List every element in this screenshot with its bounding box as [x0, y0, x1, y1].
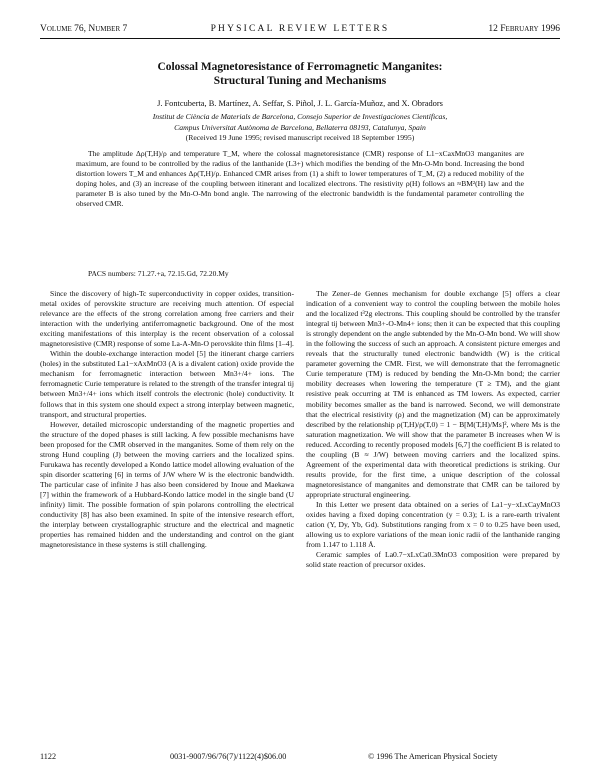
article-code: 0031-9007/96/76(7)/1122(4)$06.00	[170, 752, 287, 761]
paragraph: Within the double-exchange interaction model [5] the itinerant charge carriers (holes) in the substituted La1−xAxMnO3 (A is a divalent cation) oxide provide the mechanism for ferromagnetic interaction between Mn3+/4+ ions. The ferromagnetic Curie temperature is related to the strength of the transfer integral tij between Mn3+/4+ ions which itself controls the electronic (hole) conductivity. It follows that in this system one should expect a strong interplay between magnetic, transport, and structural properties.	[40, 349, 294, 419]
running-header	[40, 24, 560, 38]
right-column	[306, 289, 560, 570]
paragraph: Ceramic samples of La0.7−xLxCa0.3MnO3 composition were prepared by solid state reaction of precursor oxides.	[306, 550, 560, 570]
left-column	[40, 289, 294, 550]
volume-number: Volume 76, Number 7	[40, 24, 128, 34]
paragraph: The Zener–de Gennes mechanism for double exchange [5] offers a clear indication of a convenient way to control the coupling between the mobile holes and the localized t³2g electrons. This coupling should be controlled by the transfer integral tij between Mn3+-O-Mn4+ ions; then it can be expected that this coupling is strongly dependent on the angle subtended by the Mn-O-Mn bond. We will show in the following the success of such an approach. A consistent picture emerges and reveals that the structurally tuned electronic bandwidth (W) is the critical parameter governing the CMR. First, we will demonstrate that the ferromagnetic Curie temperature (TM) is reduced by bending the Mn-O-Mn bond; the carrier mobility decreases when lowering the temperature (T ≥ TM), and the giant resistive peak occurring at TM is enhanced as TM lowers. As expected, carrier mobility becomes smaller as the band is narrowed. Second, we will demonstrate that the electrical resistivity (ρ) and the magnetization (M) can be approximately described by the relationship ρ(T,H)/ρ(T,0) = 1 − B[M(T,H)/Ms]², where Ms is the saturation magnetization. We will show that the parameter B increases when W is reduced. According to recently proposed models [6,7] the coefficient B is related to the coupling (B ≈ J/W) between moving carriers and the localized spins. Agreement of the experimental data with theoretical predictions is striking. Our results provide, for the first time, a unique description of the colossal magnetoresistance of manganites and demonstrate that CMR can be tailored by appropriate structural engineering.	[306, 289, 560, 499]
page-number: 1122	[40, 752, 57, 761]
received-dates: (Received 19 June 1995; revised manuscript received 18 September 1995)	[185, 133, 415, 142]
title-line-1: Colossal Magnetoresistance of Ferromagnetic Manganites:	[157, 61, 443, 73]
pacs-numbers: PACS numbers: 71.27.+a, 72.15.Gd, 72.20.My	[88, 269, 229, 278]
title-line-2: Structural Tuning and Mechanisms	[213, 74, 387, 87]
page-footer	[40, 752, 560, 764]
abstract: The amplitude Δρ(T,H)/ρ and temperature T_M, where the colossal magnetoresistance (CMR) response of L1−xCaxMnO3 manganites are maximum, are found to be controlled by the radius of the lanthanide (L3+) which modifies the bending of the Mn-O-Mn bond. Increasing the bond distortion lowers T_M and enhances Δρ(T,H)/ρ. Enhanced CMR arises from (1) a shift to lower temperatures of T_M, (2) a reduced mobility of the doping holes, and (3) an increase of the coupling between itinerant and localized electrons. The resistivity ρ(H) follows an ≈BM²(H) law and the parameter B is also tuned by the Mn-O-Mn bond angle. The narrowing of the electronic bandwidth is the fundamental parameter controlling the observed CMR.	[76, 149, 524, 208]
paragraph: In this Letter we present data obtained on a series of La1−y−xLxCayMnO3 oxides having a fixed doping concentration (y = 0.3); L is a rare-earth trivalent cation (Y, Dy, Yb, Gd). Substitutions ranging from x = 0 to 0.25 have been used, allowing us to explore variations of the mean ionic radii of the lanthanide ranging from 1.147 to 1.118 Å.	[306, 499, 560, 550]
paragraph: However, detailed microscopic understanding of the magnetic properties and the structure of the doped phases is still lacking. A few possible mechanisms have been proposed for the CMR observed in the manganites. Some of them rely on the strong Hund coupling (J) between the moving carriers and the localized spins. Furukawa has recently developed a Kondo lattice model allowing evaluation of the spin disorder scattering [6] in terms of J/W where W is the electronic bandwidth. The particular case of infinite J has also been considered by Inoue and Maekawa [7] within the framework of a Hubbard-Kondo lattice model in the single band (U infinity) limit. The possible formation of spin polarons controlling the electrical conductivity [8] has also been examined. In spite of the intensive research effort, the interplay between crystallographic structure and the electrical and magnetic properties has remained hidden and the understanding and control on the giant magnetoresistance in these systems is still challenging.	[40, 419, 294, 550]
copyright: © 1996 The American Physical Society	[368, 752, 498, 761]
issue-date: 12 February 1996	[488, 24, 560, 34]
affiliation	[40, 112, 560, 144]
affiliation-line-1: Institut de Ciència de Materials de Barcelona, Consejo Superior de Investigaciones Científicas,	[152, 112, 448, 121]
paper-title	[40, 61, 560, 88]
header-rule	[40, 38, 560, 39]
author-list: J. Fontcuberta, B. Martínez, A. Seffar, S. Piñol, J. L. García-Muñoz, and X. Obradors	[157, 99, 443, 108]
affiliation-line-2: Campus Universitat Autònoma de Barcelona, Bellaterra 08193, Catalunya, Spain	[174, 122, 426, 132]
journal-name: PHYSICAL REVIEW LETTERS	[210, 24, 390, 34]
paragraph: Since the discovery of high-Tc superconductivity in copper oxides, transition-metal oxides of perovskite structure are receiving much attention. Of especial relevance are the effects of the strong correlation among free carriers and their interaction with the underlying antiferromagnetic background. One of the most exciting manifestations of this interplay is the recent observation of a colossal magnetoresistive (CMR) response of some La-A-Mn-O perovskite thin films [1–4].	[40, 289, 294, 349]
